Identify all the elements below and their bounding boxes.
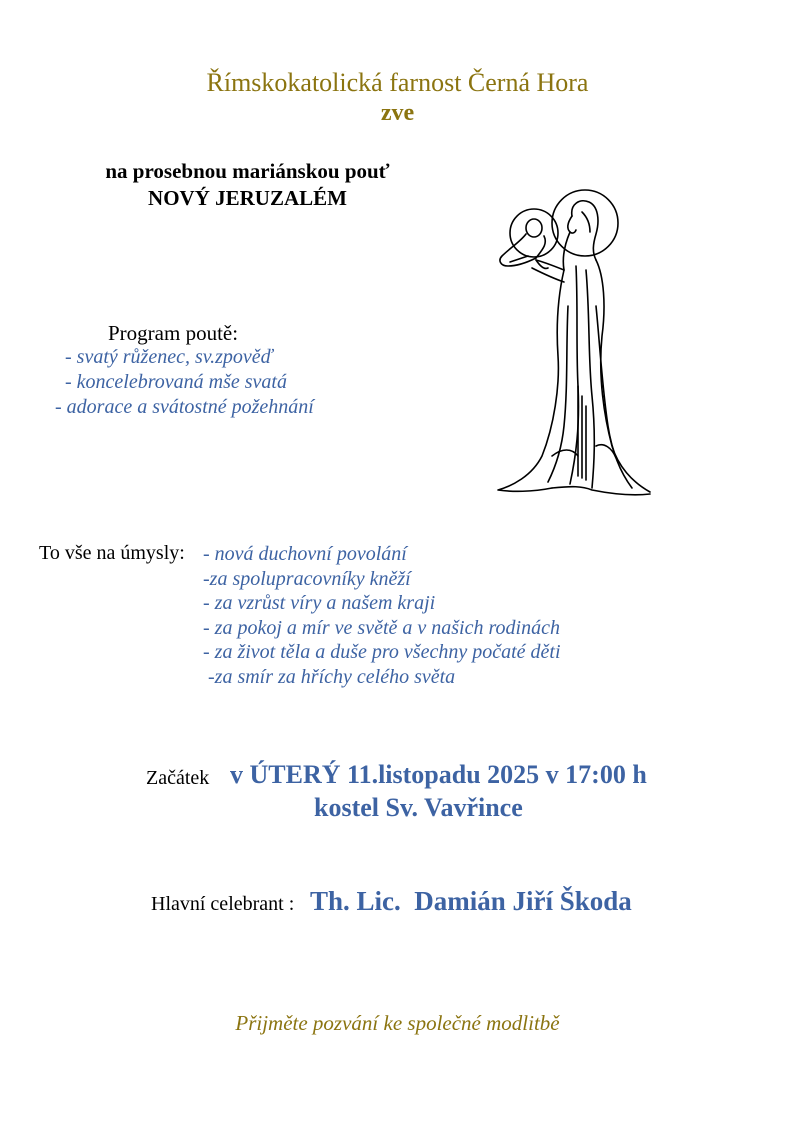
intentions-label: To vše na úmysly: — [39, 542, 185, 564]
intention-item: -za smír za hříchy celého světa — [198, 665, 456, 688]
invites-word: zve — [380, 100, 415, 126]
intention-item: -za spolupracovníky kněží — [198, 567, 411, 590]
program-item: - koncelebrovaná mše svatá — [50, 371, 287, 393]
intention-item: - nová duchovní povolání — [198, 543, 407, 565]
pilgrimage-title — [60, 158, 435, 212]
intentions-list — [198, 542, 561, 689]
start-label: Začátek — [146, 767, 210, 789]
madonna-with-child-icon — [492, 186, 654, 500]
intention-item: - za pokoj a mír ve světě a v našich rodinách — [198, 616, 560, 639]
program-item: - svatý růženec, sv.zpověď — [50, 346, 273, 368]
celebrant-name: Th. Lic. Damián Jiří Škoda — [310, 886, 632, 916]
intention-item: - za vzrůst víry a našem kraji — [198, 592, 436, 614]
program-heading: Program poutě: — [108, 321, 239, 345]
program-item: - adorace a svátostné požehnání — [50, 396, 314, 418]
parish-name: Římskokatolická farnost Černá Hora — [206, 68, 589, 97]
pilgrimage-name: NOVÝ JERUZALÉM — [148, 186, 347, 210]
start-place: kostel Sv. Vavřince — [314, 793, 523, 822]
intention-item: - za život těla a duše pro všechny počaté děti — [198, 641, 561, 663]
program-list — [50, 345, 314, 420]
pilgrimage-subtitle: na prosebnou mariánskou pouť — [105, 159, 390, 183]
closing-invitation: Přijměte pozvání ke společné modlitbě — [235, 1011, 560, 1035]
start-datetime: v ÚTERÝ 11.listopadu 2025 v 17:00 h — [230, 760, 647, 789]
celebrant-label: Hlavní celebrant : — [151, 893, 295, 915]
